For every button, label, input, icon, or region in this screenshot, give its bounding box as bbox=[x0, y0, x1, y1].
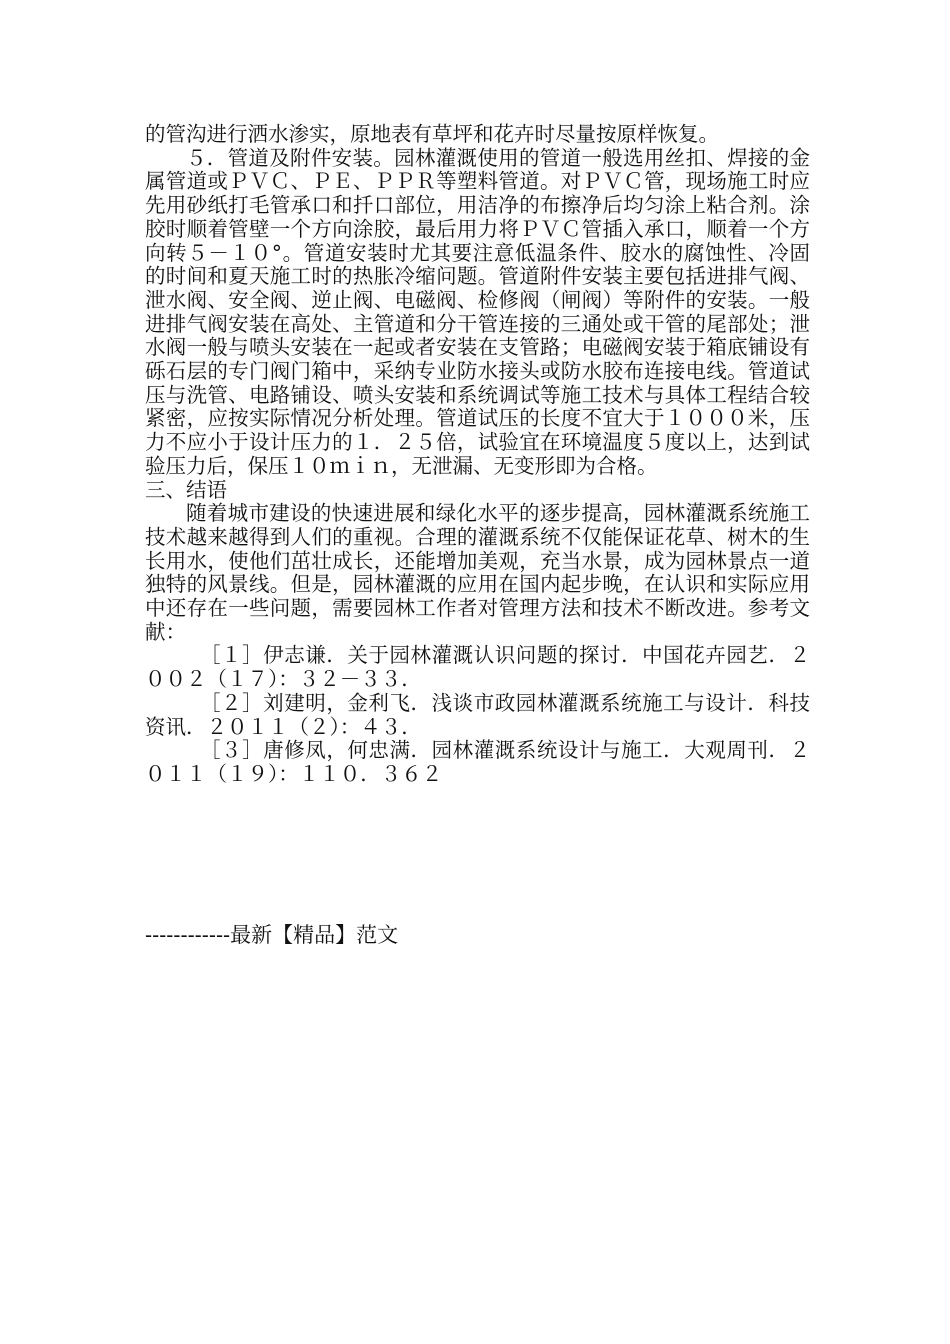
paragraph-continuation: 的管沟进行洒水渗实，原地表有草坪和花卉时尽量按原样恢复。 bbox=[145, 122, 719, 146]
section-heading-conclusion: 三、结语 bbox=[145, 477, 227, 502]
paragraph-conclusion: 随着城市建设的快速进展和绿化水平的逐步提高，园林灌溉系统施工技术越来越得到人们的重视。合理的灌溉系统不仅能保证花草、树木的生长用水，使他们茁壮成长，还能增加美观，充当水景，成为园林景点一道独特的风景线。但是，园林灌溉的应用在国内起步晚，在认识和实际应用中还存在一些问题，需要园林工作者对管理方法和技术不断改进。参考文献： bbox=[145, 501, 810, 644]
reference-2: ［２］刘建明，金利飞．浅谈市政园林灌溉系统施工与设计．科技资讯．２０１１（２）：４３． bbox=[145, 690, 810, 739]
paragraph-pipe-installation: ５．管道及附件安装。园林灌溉使用的管道一般选用丝扣、焊接的金属管道或ＰＶＣ、ＰＥ、ＰＰＲ等塑料管道。对ＰＶＣ管，现场施工时应先用砂纸打毛管承口和扦口部位，用洁净的布擦净后均匀涂上粘合剂。涂胶时顺着管壁一个方向涂胶，最后用力将ＰＶＣ管插入承口，顺着一个方向转５－１０°。管道安装时尤其要注意低温条件、胶水的腐蚀性、冷固的时间和夏天施工时的热胀冷缩问题。管道附件安装主要包括进排气阀、泄水阀、安全阀、逆止阀、电磁阀、检修阀（闸阀）等附件的安装。一般进排气阀安装在高处、主管道和分干管连接的三通处或干管的尾部处；泄水阀一般与喷头安装在一起或者安装在支管路；电磁阀安装于箱底铺设有砾石层的专门阀门箱中，采纳专业防水接头或防水胶布连接电线。管道试压与洗管、电路铺设、喷头安装和系统调试等施工技术与具体工程结合较紧密，应按实际情况分析处理。管道试压的长度不宜大于１０００米，压力不应小于设计压力的１．２５倍，试验宜在环境温度５度以上，达到试验压力后，保压１０ｍｉｎ，无泄漏、无变形即为合格。 bbox=[145, 145, 810, 478]
reference-3: ［３］唐修凤，何忠满．园林灌溉系统设计与施工．大观周刊．２０１１（１９）：１１０．３６２ bbox=[145, 738, 810, 786]
document-body bbox=[145, 123, 810, 787]
reference-1: ［１］伊志谦．关于园林灌溉认识问题的探讨．中国花卉园艺．２００２（１７）：３２－３３． bbox=[145, 643, 810, 692]
footer-text: ------------最新【精品】范文 bbox=[145, 923, 399, 947]
